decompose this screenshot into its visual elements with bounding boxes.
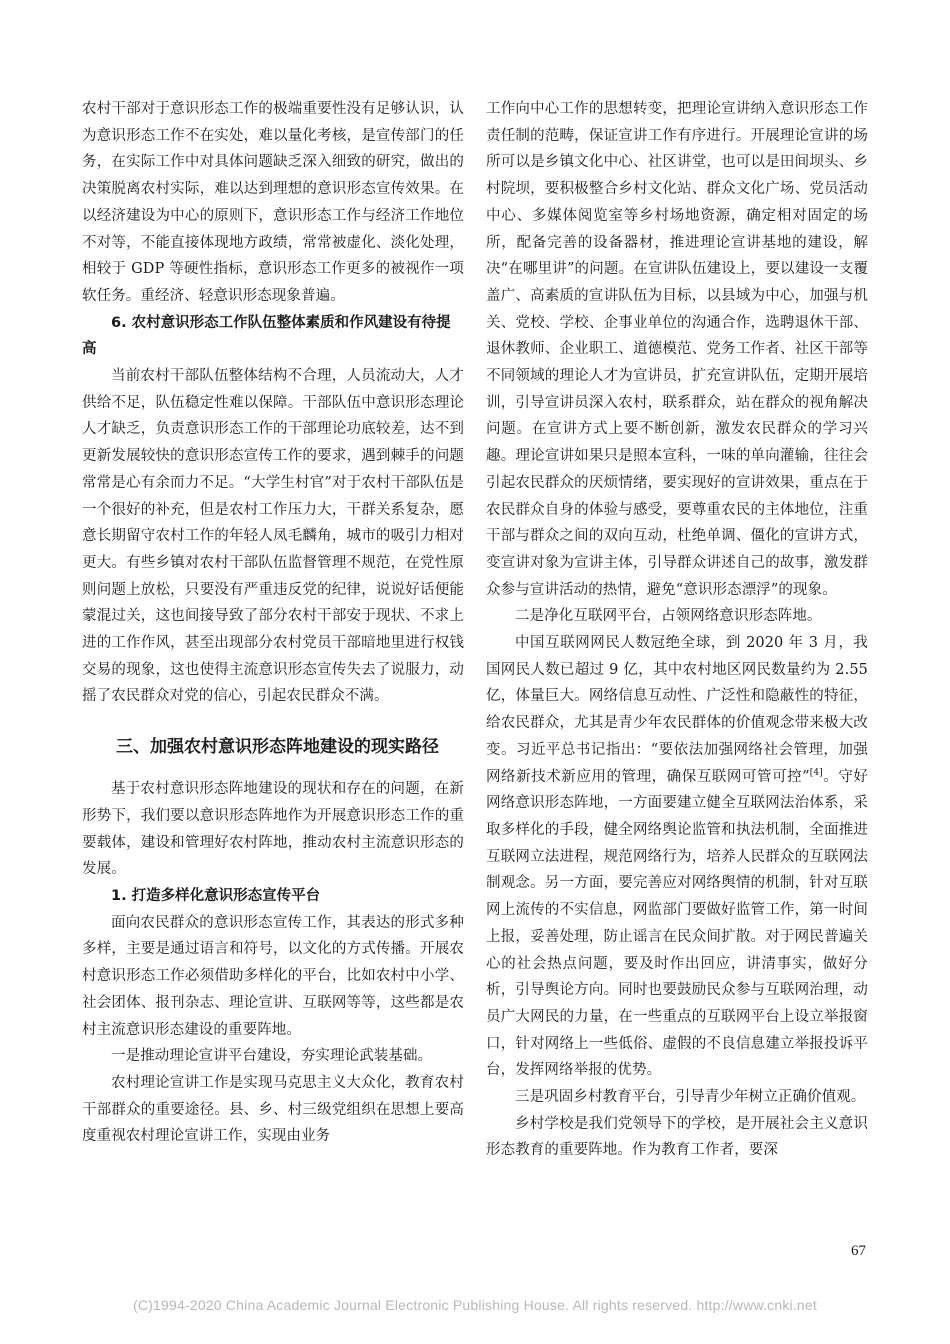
right-column [486, 96, 868, 1164]
section-heading: 三、加强农村意识形态阵地建设的现实路径 [116, 737, 439, 758]
page-number: 67 [851, 1243, 866, 1259]
paragraph-text: 中国互联网网民人数冠绝全球，到 2020 年 3 月，我国网民人数已超过 9 亿，其中农村地区网民数量约为 2.55 亿，体量巨大。网络信息互动性、广泛性和隐蔽性的特征，给农民群众，尤其是青少年农民群体的价值观念带来极大改变。习近平总书记指出：“要依法加强网络社会管理，加强网络新技术新应用的管理，确保互联网可管可控” [486, 635, 868, 785]
copyright-footer: (C)1994-2020 China Academic Journal Electronic Publishing House. All rights reserved. http://www.cnki.net [133, 1297, 817, 1313]
citation-marker: [4] [809, 767, 823, 778]
left-column [82, 96, 464, 1150]
subsection-heading-1: 1. 打造多样化意识形态宣传平台 [111, 887, 321, 904]
paragraph-with-citation [486, 630, 868, 1084]
paragraph: 基于农村意识形态阵地建设的现状和存在的问题，在新形势下，我们要以意识形态阵地作为开展意识形态工作的重要载体，建设和管理好农村阵地，推动农村主流意识形态的发展。 [82, 781, 464, 878]
paragraph: 二是净化互联网平台，占领网络意识形态阵地。 [515, 608, 822, 625]
paragraph: 农村干部对于意识形态工作的极端重要性没有足够认识，认为意识形态工作不在实处，难以量化考核，是宣传部门的任务，在实际工作中对具体问题缺乏深入细致的研究，做出的决策脱离农村实际，难以达到理想的意识形态宣传效果。在以经济建设为中心的原则下，意识形态工作与经济工作地位不对等，不能直接体现地方政绩，常常被虚化、淡化处理，相较于 GDP 等硬性指标，意识形态工作更多的被视作一项软任务。重经济、轻意识形态现象普遍。 [82, 101, 464, 304]
paragraph-text: 。守好网络意识形态阵地，一方面要建立健全互联网法治体系，采取多样化的手段，健全网络舆论监管和执法机制，全面推进互联网立法进程，规范网络行为，培养人民群众的互联网法制观念。另一方面，要完善应对网络舆情的机制，针对互联网上流传的不实信息，网监部门要做好监管工作，第一时间上报，妥善处理，防止谣言在民众间扩散。对于网民普遍关心的社会热点问题，要及时作出回应，讲清事实，做好分析，引导舆论方向。同时也要鼓励民众参与互联网治理，动员广大网民的力量，在一些重点的互联网平台上设立举报窗口，针对网络上一些低俗、虚假的不良信息建立举报投诉平台，发挥网络举报的优势。 [486, 768, 868, 1079]
paragraph: 工作向中心工作的思想转变，把理论宣讲纳入意识形态工作责任制的范畴，保证宣讲工作有序进行。开展理论宣讲的场所可以是乡镇文化中心、社区讲堂，也可以是田间坝头、乡村院坝，要积极整合乡村文化站、群众文化广场、党员活动中心、多媒体阅览室等乡村场地资源，确定相对固定的场所，配备完善的设备器材，推进理论宣讲基地的建设，解决“在哪里讲”的问题。在宣讲队伍建设上，要以建设一支覆盖广、高素质的宣讲队伍为目标，以县域为中心，加强与机关、党校、学校、企事业单位的沟通合作，选聘退休干部、退休教师、企业职工、道德模范、党务工作者、社区干部等不同领域的理论人才为宣讲员，扩充宣讲队伍，定期开展培训，引导宣讲员深入农村，联系群众，站在群众的视角解决问题。在宣讲方式上要不断创新，激发农民群众的学习兴趣。理论宣讲如果只是照本宣科，一味的单向灌输，往往会引起农民群众的厌烦情绪，要实现好的宣讲效果，重点在于农民群众自身的体验与感受，要尊重农民的主体地位，注重干部与群众之间的双向互动，杜绝单调、僵化的宣讲方式，变宣讲对象为宣讲主体，引导群众讲述自己的故事，激发群众参与宣讲活动的热情，避免“意识形态漂浮”的现象。 [486, 101, 868, 598]
paragraph: 面向农民群众的意识形态宣传工作，其表达的形式多种多样，主要是通过语言和符号，以文化的方式传播。开展农村意识形态工作必须借助多样化的平台，比如农村中小学、社会团体、报刊杂志、理论宣讲、互联网等等，这些都是农村主流意识形态建设的重要阵地。 [82, 914, 464, 1038]
paragraph: 当前农村干部队伍整体结构不合理，人员流动大，人才供给不足，队伍稳定性难以保障。干部队伍中意识形态理论人才缺乏，负责意识形态工作的干部理论功底较差，达不到更新发展较快的意识形态宣传工作的要求，遇到棘手的问题常常是心有余而力不足。“大学生村官”对于农村干部队伍是一个很好的补充，但是农村工作压力大，干群关系复杂，愿意长期留守农村工作的年轻人凤毛麟角，城市的吸引力相对更大。有些乡镇对农村干部队伍监督管理不规范，在党性原则问题上放松，只要没有严重违反党的纪律，说说好话便能蒙混过关，这也间接导致了部分农村干部安于现状、不求上进的工作作风，甚至出现部分农村党员干部暗地里进行权钱交易的现象，这也使得主流意识形态宣传失去了说服力，动摇了农民群众对党的信心，引起农民群众不满。 [82, 368, 464, 705]
paragraph: 三是巩固乡村教育平台，引导青少年树立正确价值观。 [515, 1089, 866, 1106]
paragraph: 农村理论宣讲工作是实现马克思主义大众化，教育农村干部群众的重要途径。县、乡、村三级党组织在思想上要高度重视农村理论宣讲工作，实现由业务 [82, 1074, 464, 1145]
subsection-heading-6: 6. 农村意识形态工作队伍整体素质和作风建设有待提高 [82, 314, 451, 358]
paragraph: 一是推动理论宣讲平台建设，夯实理论武装基础。 [111, 1048, 433, 1065]
paragraph: 乡村学校是我们党领导下的学校，是开展社会主义意识形态教育的重要阵地。作为教育工作者，要深 [486, 1115, 868, 1159]
